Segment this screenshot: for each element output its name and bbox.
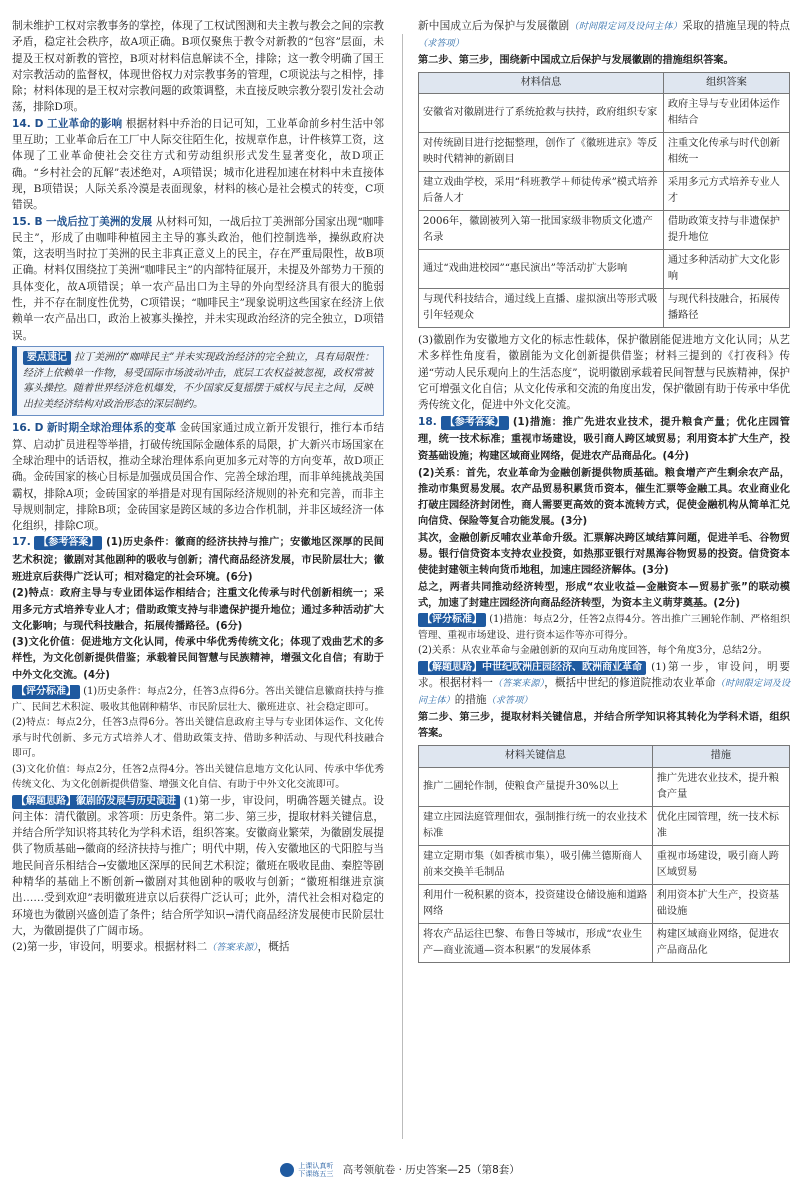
q17-part1: (1)历史条件：徽商的经济扶持与推广；安徽地区深厚的民间艺术积淀；徽剧对其他剧种的吸收与创新；清代商品经济发展，市民阶层壮大；徽班进京后获得广泛认可；相对稳定的社会环境。(6分) (12, 537, 384, 583)
table-header-row (419, 746, 790, 767)
table-row (419, 767, 790, 806)
table-cell: 注重文化传承与时代创新相统一 (663, 133, 789, 172)
table-row (419, 806, 790, 845)
q18-idea-3-hint: （求答项） (486, 695, 533, 707)
table-cell: 2006年，徽剧被列入第一批国家级非物质文化遗产名录 (419, 211, 664, 250)
table-cell: 与现代科技结合，通过线上直播、虚拟演出等形式吸引年轻观众 (419, 289, 664, 328)
q18-idea-3: 的措施 (454, 694, 487, 707)
logo-mark-icon (280, 1163, 294, 1177)
q17-idea-continued (418, 18, 790, 53)
table-cell: 建立定期市集（如香槟市集），吸引佛兰德斯商人前来交换羊毛制品 (419, 845, 653, 884)
q18-part2-b: 其次，金融创新反哺农业革命升级。汇票解决跨区域结算问题，促进羊毛、谷物贸易。银行信贷资本支持农业投资，如热那亚银行对黑海谷物贸易的投资。信贷资本使徒封建领主转向货币地租，加速庄园经济解体。(3分) (418, 532, 790, 577)
q17-number: 17. (12, 536, 31, 549)
q18-scoring-label: 【评分标准】 (418, 613, 486, 627)
key-point-label: 要点速记 (23, 351, 71, 365)
table-cell: 通过多种活动扩大文化影响 (663, 250, 789, 289)
column-divider (402, 34, 403, 1139)
q17-scoring-1: (1)历史条件：每点2分，任答3点得6分。答出关键信息徽商扶持与推广、民间艺术积淀、吸收其他剧种精华、市民阶层壮大、徽班进京、社会稳定即可。 (12, 686, 385, 713)
q18-part2: (2)关系：首先，农业革命为金融创新提供物质基础。粮食增产产生剩余农产品，推动市集贸易发展。农产品贸易积累货币资本，催生汇票等金融工具。农业商业化打破庄园经济封闭性，商人需要更高效的资本流转方式，促使金融机构从简单汇兑向信贷、保险等复合功能发展。(3分) (418, 467, 790, 528)
q17-step-title: 第二步、第三步，围绕新中国成立后保护与发展徽剧的措施组织答案。 (418, 54, 734, 66)
q17-part3-explanation: (3)徽剧作为安徽地方文化的标志性载体，保护徽剧能促进地方文化认同；从艺术多样性角度看，徽剧能为文化创新提供借鉴；材料三提到的《打夜科》传递“劳动人民乐观向上的生活态度”，说明徽剧承载着民间智慧与民族精神，保护它可增强文化自信；从文化传承和交流的角度出发，保护徽剧有助于传承中华优秀传统文化，促进中外文化交流。 (418, 334, 790, 412)
logo-line-2: 下课练五三 (298, 1170, 334, 1178)
q15-answer (12, 214, 384, 344)
q17-idea-hint: （答案来源） (207, 942, 258, 954)
table-cell: 推广先进农业技术，提升粮食产量 (652, 767, 789, 806)
q18-part2-c: 总之，两者共同推动经济转型，形成“农业收益—金融资本—贸易扩张”的联动模式，加速了封建庄园经济向商品经济转型，为资本主义萌芽奠基。(2分) (418, 581, 790, 609)
q17-idea-tail: ，概括 (257, 941, 290, 954)
table-cell: 推广二圃轮作制，使粮食产量提升30%以上 (419, 767, 653, 806)
q17-idea-text: (1)第一步，审设问，明确答题关键点。设问主体：清代徽剧。求答项：历史条件。第二步、第三步，提取材料关键信息，并结合所学知识将其转化为学科术语，组织答案。安徽商业繁荣，为徽剧发展提供了物质基础→徽商的经济扶持与推广；明代中期，传入安徽地区的弋阳腔与当地民间音乐相结合→安徽地区深厚的民间艺术积淀；徽班在吸收昆曲、秦腔等剧种精华的基础上不断创新→徽剧对其他剧种的吸收与创新；“徽班相继进京演出……受到欢迎”表明徽班进京以后获得广泛认可；此外，清代社会相对稳定的环境也为徽剧兴盛创造了条件；结合所学知识→清代商品经济发展使市民阶层壮大，为徽剧提供了广阔市场。 (12, 794, 384, 937)
table-row (419, 211, 790, 250)
q17-scoring-3: (3)文化价值：每点2分，任答2点得4分。答出关键信息地方文化认同、传承中华优秀传统文化、为文化创新提供借鉴、增强文化自信、有助于中外文化交流即可。 (12, 763, 384, 791)
key-point-note (12, 346, 384, 416)
q13-continuation: 制未维护工权对宗教事务的掌控，体现了工权试图测和夫主教与教会之间的宗教矛盾，稳定社会秩序，故A项正确。B项仅聚焦于教令对新教的“包容”层面，未提及王权对新教的管控，B项对材料信息解读不全，排除；这一教令明确了国王对宗教活动的监督权，体现世俗权力对宗教事务的管理，C项说法与之相悖，排除；材料体现的是王权对宗教问题的政策调整，未直接反映宗教分裂引发社会动荡，排除D项。 (12, 20, 384, 114)
table-row (419, 884, 790, 923)
q17-idea-top1-hint: （时间限定词及设问主体） (569, 21, 683, 32)
q17-scoring (12, 684, 384, 715)
table-row (419, 133, 790, 172)
q18-idea-2-hint: （时间限定词及设问主体） (418, 678, 791, 707)
q18-step-title: 第二步、第三步，提取材料关键信息，并结合所学知识将其转化为学科术语，组织答案。 (418, 711, 790, 739)
q17-idea-top1: 新中国成立后为保护与发展徽剧 (418, 20, 570, 32)
q17-part3: (3)文化价值：促进地方文化认同，传承中华优秀传统文化；体现了戏曲艺术的多样性，为文化创新提供借鉴；承载着民间智慧与民族精神，增强文化自信；有助于中外文化交流。(4分) (12, 637, 384, 681)
q16-answer (12, 420, 384, 534)
q18-scoring (418, 612, 790, 643)
q14-explanation: 根据材料中乔治的日记可知，工业革命前乡村生活中邻里互助；工业革命后在工厂中人际交往陌生化，按规章作息，计件核算工资，这体现了工业革命使社会交往方式和劳动组织形式发生显著变化，故D项正确。“乡村社会的瓦解”表述绝对，A项错误；城市化进程加速在材料中未直接体现，B项错误；人际关系冷漠是表面现象，材料的核心是社会模式的转变，C项错误。 (12, 117, 385, 212)
table-cell: 利用什一税积累的资本，投资建设仓储设施和道路网络 (419, 884, 653, 923)
key-point-text: 拉丁美洲的“咖啡民主”并未实现政治经济的完全独立，具有局限性：经济上依赖单一作物，易受国际市场波动冲击，底层工农权益被忽视，政权常被寡头操控。随着世界经济危机爆发，不少国家反复摇摆于威权与民主之间，反映出拉美经济结构对政治形态的深层制约。 (23, 351, 375, 410)
q17-idea-step2-text: (2)第一步，审设问，明要求。根据材料二 (12, 941, 208, 954)
q17-scoring-label: 【评分标准】 (12, 685, 80, 699)
q18-number: 18. (418, 415, 437, 428)
table-header-row (419, 72, 790, 93)
table-cell: 采用多元方式培养专业人才 (663, 172, 789, 211)
q18-part1: (1)措施：推广先进农业技术，提升粮食产量；优化庄园管理，统一技术标准；重视市场建设，吸引商人跨区域贸易；利用资本扩大生产，投资基础设施；构建区域商业网络，促进农产品商品化。(4分) (418, 416, 790, 463)
q18-idea-1-hint: （答案来源） (493, 678, 545, 690)
table-cell: 将农产品运往巴黎、布鲁日等城市，形成“农业生产—商业流通—资本积累”的发展体系 (419, 923, 653, 962)
q17-idea-top2: 采取的措施呈现的特点 (682, 20, 791, 32)
table-cell: 构建区域商业网络，促进农产品商品化 (652, 923, 789, 962)
q18-answer-1 (418, 414, 790, 466)
table-cell: 建立戏曲学校，采用“科班教学＋师徒传承”模式培养后备人才 (419, 172, 664, 211)
q15-topic: 一战后拉丁美洲的发展 (45, 215, 153, 228)
publisher-logo (280, 1162, 333, 1178)
table-cell: 借助政策支持与非遗保护提升地位 (663, 211, 789, 250)
q14-number: 14. D (12, 117, 44, 130)
table-header-cell: 组织答案 (663, 72, 789, 93)
table-header-cell: 材料关键信息 (419, 746, 653, 767)
table-row (419, 923, 790, 962)
q15-number: 15. B (12, 215, 43, 228)
q17-scoring-2: (2)特点：每点2分，任答3点得6分。答出关键信息政府主导与专业团体运作、文化传承与时代创新、多元方式培养人才、借助政策支持、借助多种活动、与现代科技融合即可。 (12, 717, 384, 760)
table-row (419, 250, 790, 289)
q17-idea-label: 【解题思路】徽剧的发展与历史演进 (12, 795, 180, 809)
q18-measures-table (418, 745, 790, 962)
table-header-cell: 措施 (652, 746, 789, 767)
q18-reference-label: 【参考答案】 (441, 416, 509, 430)
footer-text: 高考领航卷 · 历史答案—25（第8套） (342, 1164, 520, 1176)
table-cell: 政府主导与专业团体运作相结合 (663, 94, 789, 133)
table-cell: 重视市场建设，吸引商人跨区域贸易 (652, 845, 789, 884)
q17-answer-1 (12, 534, 384, 586)
q17-part2: (2)特点：政府主导与专业团体运作相结合；注重文化传承与时代创新相统一；采用多元方式培养专业人才；借助政策支持与非遗保护提升地位；通过多种活动扩大文化影响；与现代科技融合，拓展传播路径。(6分) (12, 588, 384, 632)
q18-scoring-2: (2)关系：从农业革命与金融创新的双向互动角度回答，每个角度3分，总结2分。 (418, 645, 768, 657)
q16-explanation: 金砖国家通过成立新开发银行，推行本币结算、启动扩员进程等举措，打破传统国际金融体系的局限，扩大新兴市场国家在全球治理中的话语权，推动全球治理体系向更加多元对等的方向变革，故D项正确。金砖国家的核心目标是加强成员国合作、完善全球治理，而非单纯挑战美国霸权，排除A项；金砖国家的举措是对现有国际经济规则的补充和完善，而非主导规则制定，排除B项；金砖国家是跨区域的多边合作机制，并非区域经济一体化组织，排除C项。 (12, 422, 385, 533)
q18-idea-1: (1)第一步，审设问，明要求。根据材料一 (418, 660, 790, 690)
q16-topic: 新时期全球治理体系的变革 (46, 422, 177, 435)
q17-reference-label: 【参考答案】 (34, 536, 102, 550)
table-header-cell: 材料信息 (419, 72, 664, 93)
table-cell: 安徽省对徽剧进行了系统抢救与扶持，政府组织专家 (419, 94, 664, 133)
q17-idea-step2 (12, 939, 384, 956)
q14-answer (12, 116, 384, 214)
q17-solution-idea (12, 793, 384, 940)
q17-idea-top2-hint: （求答项） (418, 38, 464, 50)
table-cell: 建立庄园法庭管理佃农，强制推行统一的农业技术标准 (419, 806, 653, 845)
logo-line-1: 上课认真听 (298, 1162, 334, 1170)
left-column (12, 18, 384, 957)
q17-measures-table (418, 72, 790, 328)
table-cell: 对传统剧目进行挖掘整理，创作了《徽班进京》等反映时代精神的新剧目 (419, 133, 664, 172)
table-cell: 优化庄园管理，统一技术标准 (652, 806, 789, 845)
table-row (419, 289, 790, 328)
page-footer (0, 1162, 800, 1178)
right-column (418, 18, 790, 967)
table-row (419, 94, 790, 133)
q18-solution-idea (418, 659, 790, 710)
q14-topic: 工业革命的影响 (46, 117, 123, 130)
q16-number: 16. D (12, 422, 44, 435)
table-row (419, 845, 790, 884)
table-cell: 通过“戏曲进校园”“惠民演出”等活动扩大影响 (419, 250, 664, 289)
q15-explanation: 从材料可知，一战后拉丁美洲部分国家出现“咖啡民主”，形成了由咖啡种植园主主导的寡头政治，他们控制选举，操纵政府决策，这表明当时拉丁美洲的民主非真正意义上的民主，存在严重局限性，故B项正确。材料仅围绕拉丁美洲“咖啡民主”的内部特征展开，未提及外部势力干预的具体变化，故A项错误；单一农产品出口为主导的外向型经济具有很大的脆弱性，并不存在制度性优势，C项错误；“咖啡民主”现象说明这些国家在经济上依赖单一农产品出口，政治上被寡头操控，并未实现政治经济的完全独立，D项错误。 (12, 215, 385, 342)
table-row (419, 172, 790, 211)
q18-idea-2: ，概括中世纪的修道院推动农业革命 (544, 677, 716, 690)
q18-scoring-1: (1)措施：每点2分，任答2点得4分。答出推广三圃轮作制、严格组织管理、重视市场建设、进行资本运作等亦可得分。 (418, 614, 791, 641)
table-cell: 与现代科技融合，拓展传播路径 (663, 289, 789, 328)
table-cell: 利用资本扩大生产，投资基础设施 (652, 884, 789, 923)
q18-idea-label: 【解题思路】中世纪欧洲庄园经济、欧洲商业革命 (418, 661, 646, 675)
